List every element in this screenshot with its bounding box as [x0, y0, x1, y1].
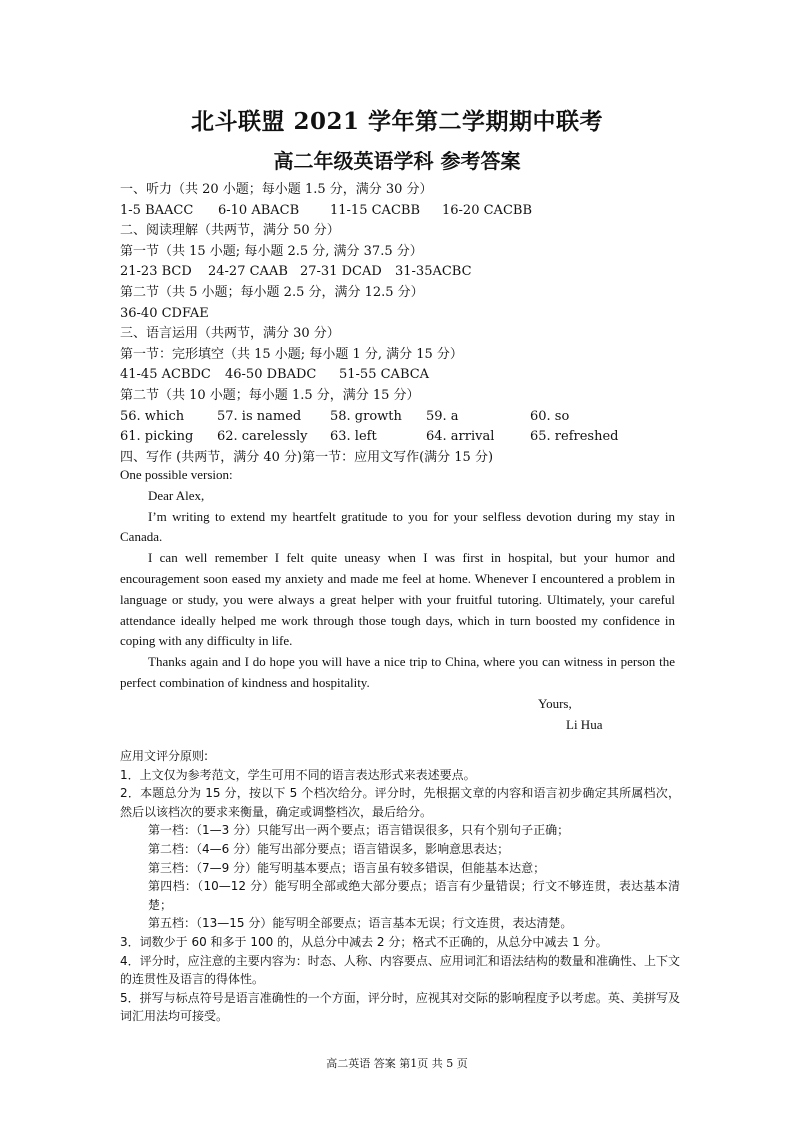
- scoring-rubric: [120, 747, 680, 1026]
- letter-paragraph: I’m writing to extend my heartfelt gratitude to you for your selfless devotion during my stay in Canada.: [120, 508, 675, 545]
- answer-item: 61. picking: [120, 429, 194, 445]
- letter-salutation: Dear Alex,: [148, 487, 205, 503]
- letter-paragraph: I can well remember I felt quite uneasy when I was first in hospital, but your humor and encouragement soon eased my anxiety and made me feel at home. Whenever I encountered a problem in language or study, you were always a great helper with your fruitful tutoring. Ultimately, your careful attendance ideally helped me work through those tough days, which in turn boosted my confidence in coping with any difficulty in life.: [120, 550, 675, 649]
- answer-item: 57. is named: [217, 408, 302, 424]
- rubric-item: 4．评分时，应注意的主要内容为：时态、人称、内容要点、应用词汇和语法结构的数量和准确性、上下文的连贯性及语言的得体性。: [120, 953, 680, 987]
- answer-sections: [120, 180, 680, 468]
- language-heading: 三、语言运用（共两节，满分 30 分）: [120, 326, 340, 342]
- reading-part2-heading: 第二节（共 5 小题；每小题 2.5 分，满分 12.5 分）: [120, 284, 424, 300]
- letter-signature: Li Hua: [566, 716, 603, 732]
- version-label: One possible version:: [120, 467, 233, 482]
- answer-item: 58. growth: [330, 408, 402, 424]
- reading-part2-answers: 36-40 CDFAE: [120, 305, 209, 321]
- rubric-level: 第四档：（10—12 分）能写明全部或绝大部分要点；语言有少量错误；行文不够连贯，表达基本清楚；: [148, 879, 680, 912]
- reading-part1-answers: [120, 262, 680, 283]
- grammar-answers-row2: [120, 427, 680, 448]
- answer-group: 16-20 CACBB: [442, 202, 532, 218]
- answer-group: 6-10 ABACB: [218, 202, 300, 218]
- grammar-heading: 第二节（共 10 小题；每小题 1.5 分，满分 15 分）: [120, 387, 420, 403]
- answer-item: 60. so: [530, 408, 570, 424]
- answer-group: 1-5 BAACC: [120, 202, 194, 218]
- rubric-item: 5．拼写与标点符号是语言准确性的一个方面，评分时，应视其对交际的影响程度予以考虑。英、美拼写及词汇用法均可接受。: [120, 990, 680, 1024]
- reading-part1-heading: 第一节（共 15 小题; 每小题 2.5 分, 满分 37.5 分）: [120, 243, 423, 259]
- listening-answers: [120, 201, 680, 222]
- grammar-answers-row1: [120, 407, 680, 428]
- rubric-item: 1．上文仅为参考范文，学生可用不同的语言表达形式来表述要点。: [120, 767, 476, 782]
- page-title: 北斗联盟 2021 学年第二学期期中联考: [190, 108, 604, 135]
- answer-group: 41-45 ACBDC: [120, 367, 211, 383]
- answer-group: 24-27 CAAB: [208, 264, 288, 280]
- letter-paragraph: Thanks again and I do hope you will have a nice trip to China, where you can witness in person the perfect combination of kindness and hospitality.: [120, 654, 675, 690]
- rubric-heading: 应用文评分原则:: [120, 749, 209, 763]
- answer-item: 64. arrival: [426, 429, 495, 445]
- answer-item: 63. left: [330, 429, 377, 445]
- rubric-item: 2．本题总分为 15 分，按以下 5 个档次给分。评分时，先根据文章的内容和语言初步确定其所属档次，然后以该档次的要求来衡量，确定或调整档次，最后给分。: [120, 786, 680, 819]
- cloze-answers: [120, 365, 680, 386]
- answer-group: 11-15 CACBB: [330, 202, 420, 218]
- page-footer: 高二英语 答案 第1页 共 5 页: [326, 1057, 468, 1070]
- answer-item: 65. refreshed: [530, 429, 619, 445]
- page-subtitle: 高二年级英语学科 参考答案: [273, 149, 521, 173]
- rubric-level: 第三档：（7—9 分）能写明基本要点；语言虽有较多错误，但能基本达意；: [148, 860, 546, 875]
- model-letter: [120, 467, 675, 735]
- answer-group: 46-50 DBADC: [225, 367, 317, 383]
- letter-closing: Yours,: [538, 695, 572, 711]
- writing-heading: 四、写作 (共两节，满分 40 分)第一节：应用文写作(满分 15 分): [120, 449, 494, 465]
- rubric-item: 3．词数少于 60 和多于 100 的，从总分中减去 2 分；格式不正确的，从总分中减去 1 分。: [120, 934, 608, 949]
- cloze-heading: 第一节：完形填空（共 15 小题; 每小题 1 分, 满分 15 分）: [120, 346, 463, 362]
- rubric-level: 第二档：（4—6 分）能写出部分要点；语言错误多，影响意思表达；: [148, 841, 510, 856]
- answer-group: 21-23 BCD: [120, 264, 192, 280]
- answer-group: 51-55 CABCA: [339, 367, 430, 383]
- answer-item: 59. a: [426, 408, 459, 424]
- answer-group: 31-35ACBC: [395, 264, 472, 280]
- answer-item: 62. carelessly: [217, 429, 308, 445]
- reading-heading: 二、阅读理解（共两节，满分 50 分）: [120, 223, 340, 239]
- listening-heading: 一、听力（共 20 小题；每小题 1.5 分，满分 30 分）: [120, 182, 433, 197]
- answer-group: 27-31 DCAD: [300, 264, 382, 280]
- answer-item: 56. which: [120, 408, 185, 424]
- rubric-level: 第一档：（1—3 分）只能写出一两个要点；语言错误很多，只有个别句子正确；: [148, 823, 570, 838]
- rubric-level: 第五档：（13—15 分）能写明全部要点；语言基本无误；行文连贯，表达清楚。: [148, 916, 573, 931]
